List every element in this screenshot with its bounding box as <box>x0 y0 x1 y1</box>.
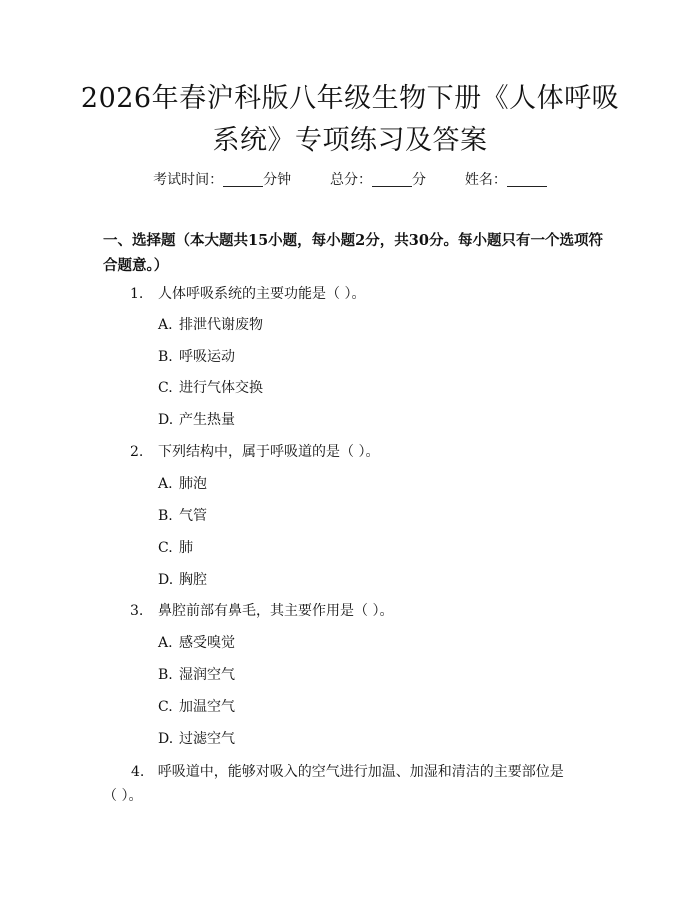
option-text: 肺泡 <box>179 476 207 492</box>
question-1-option-b <box>158 346 235 366</box>
option-text: 肺 <box>179 540 193 556</box>
question-2-option-d <box>158 569 207 589</box>
option-letter: B. <box>158 349 173 365</box>
question-text: 呼吸道中，能够对吸入的空气进行加温、加湿和清洁的主要部位是（ ）。 <box>103 764 564 804</box>
question-1-option-a <box>158 314 263 334</box>
title-line-1: 2026年春沪科版八年级生物下册《人体呼吸 <box>80 83 620 114</box>
question-2-option-c <box>158 537 193 557</box>
option-text: 胸腔 <box>179 572 207 588</box>
page-title <box>40 78 660 162</box>
option-letter: B. <box>158 667 173 683</box>
name-blank <box>507 172 547 187</box>
question-1 <box>130 283 365 303</box>
option-letter: D. <box>158 572 174 588</box>
option-letter: C. <box>158 699 173 715</box>
question-2-option-a <box>158 473 207 493</box>
question-text: 鼻腔前部有鼻毛，其主要作用是（ ）。 <box>158 603 394 619</box>
question-text: 人体呼吸系统的主要功能是（ ）。 <box>158 286 366 302</box>
section-heading: 一、选择题（本大题共15小题，每小题2分，共30分。每小题只有一个选项符合题意。） <box>103 232 603 274</box>
option-text: 过滤空气 <box>179 731 235 747</box>
option-text: 产生热量 <box>179 412 235 428</box>
option-text: 感受嗅觉 <box>179 635 235 651</box>
question-4 <box>103 760 573 808</box>
score-unit: 分 <box>412 172 426 188</box>
name-label: 姓名： <box>464 172 507 188</box>
question-3-option-b <box>158 664 235 684</box>
option-letter: C. <box>158 380 173 396</box>
option-letter: B. <box>158 508 173 524</box>
question-3 <box>130 600 393 620</box>
option-text: 加温空气 <box>179 699 235 715</box>
option-letter: A. <box>158 635 173 651</box>
question-2 <box>130 441 379 461</box>
time-unit: 分钟 <box>263 172 292 188</box>
option-letter: C. <box>158 540 173 556</box>
time-label: 考试时间： <box>153 172 224 188</box>
question-1-option-c <box>158 377 263 397</box>
exam-meta-line <box>0 169 700 189</box>
option-letter: A. <box>158 476 173 492</box>
question-1-option-d <box>158 409 235 429</box>
option-letter: A. <box>158 317 173 333</box>
option-letter: D. <box>158 731 174 747</box>
question-3-option-a <box>158 632 235 652</box>
title-line-2: 系统》专项练习及答案 <box>212 125 488 156</box>
option-text: 排泄代谢废物 <box>179 317 263 333</box>
question-number: 1. <box>130 286 144 302</box>
option-text: 进行气体交换 <box>179 380 263 396</box>
question-number: 3. <box>130 603 144 619</box>
score-label: 总分： <box>330 172 372 188</box>
question-text: 下列结构中，属于呼吸道的是（ ）。 <box>158 444 380 460</box>
question-number: 4. <box>131 764 145 780</box>
score-blank <box>372 172 412 187</box>
option-text: 呼吸运动 <box>179 349 235 365</box>
question-2-option-b <box>158 505 207 525</box>
question-3-option-c <box>158 696 235 716</box>
option-text: 湿润空气 <box>179 667 235 683</box>
time-blank <box>223 172 263 187</box>
question-3-option-d <box>158 728 235 748</box>
option-letter: D. <box>158 412 174 428</box>
option-text: 气管 <box>179 508 207 524</box>
question-number: 2. <box>130 444 144 460</box>
